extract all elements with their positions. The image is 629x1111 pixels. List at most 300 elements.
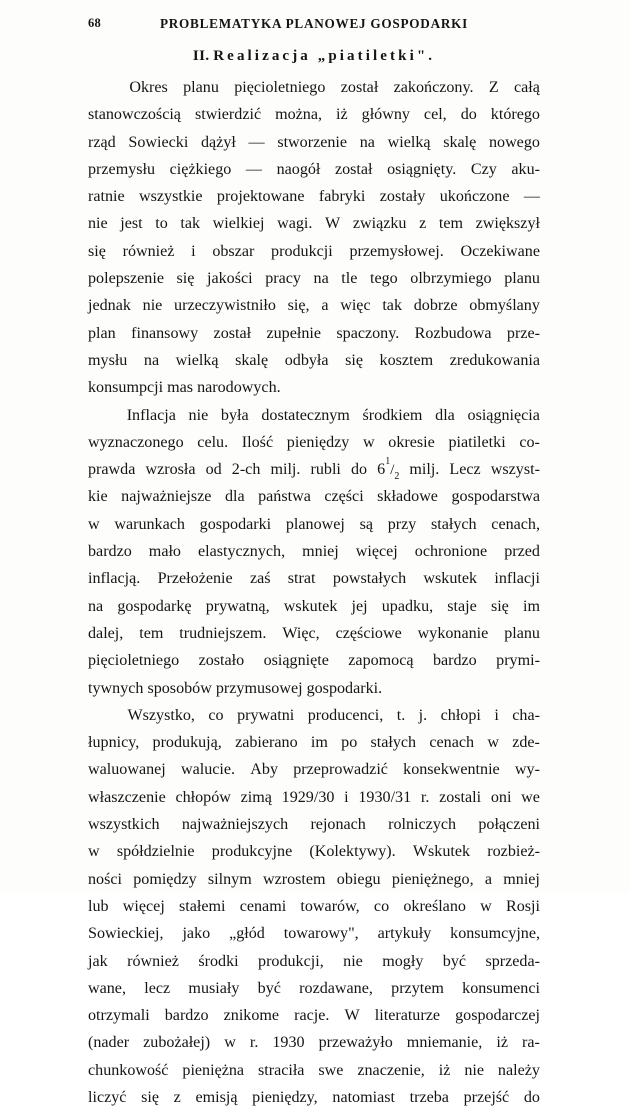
word: cenami <box>239 897 287 915</box>
word: planowej <box>285 515 345 533</box>
text-line <box>88 920 540 947</box>
paragraph <box>88 402 540 702</box>
word: lecz <box>144 979 171 997</box>
word: iż <box>336 106 348 124</box>
word: produkcji <box>271 242 333 260</box>
word: gospodarstwa <box>451 488 540 506</box>
text-line <box>88 320 540 347</box>
word: Sowiecki <box>128 133 189 151</box>
word: w <box>224 1034 236 1052</box>
word: obmyślany <box>469 297 540 315</box>
text-line <box>88 402 540 429</box>
paragraph-indent <box>88 74 114 101</box>
word: jest <box>120 215 143 233</box>
word: upadku, <box>381 597 434 615</box>
word: nie <box>88 215 108 233</box>
word: cenach <box>429 734 475 752</box>
word: do <box>460 106 477 124</box>
word: dla <box>224 488 245 506</box>
paragraph <box>88 702 540 1111</box>
word: wyznaczonego <box>88 433 184 451</box>
word: walucie. <box>180 761 236 779</box>
word: najważniejsze <box>121 488 212 506</box>
text-line <box>88 565 540 592</box>
word: oni <box>490 788 512 806</box>
word: mysłu <box>88 351 128 369</box>
word: rozbież- <box>487 843 540 861</box>
word: prywatni <box>237 706 295 724</box>
word: dostatecznym <box>261 406 350 424</box>
text-line <box>88 866 540 893</box>
word: został <box>340 79 379 96</box>
word: zostało <box>198 652 245 670</box>
word: inflacją. <box>88 570 141 588</box>
word: którego <box>490 106 540 124</box>
body-text-block <box>88 74 540 1111</box>
text-line: konsumpcji mas narodowych. <box>88 379 281 397</box>
word: — <box>245 160 262 178</box>
word: i <box>191 242 196 260</box>
word: jako <box>182 925 211 943</box>
word: Wskutek <box>412 843 471 861</box>
word: emisją <box>195 1088 238 1106</box>
word: wy- <box>514 761 540 779</box>
text-line <box>88 1029 540 1056</box>
text-line <box>88 1002 540 1029</box>
word: prywatną, <box>205 597 270 615</box>
word: t. <box>396 706 406 724</box>
word: milj. <box>270 461 301 479</box>
word: pięcioletniego <box>234 79 326 96</box>
text-line <box>88 784 540 811</box>
word: określano <box>403 897 466 915</box>
word: natomiast <box>332 1088 395 1106</box>
word: iż <box>496 1034 508 1052</box>
word: został <box>334 160 373 178</box>
word: zredukowania <box>449 351 540 369</box>
word: dążył <box>200 133 236 151</box>
text-line <box>88 292 540 319</box>
word: od <box>205 461 222 479</box>
word: r. <box>249 1034 259 1052</box>
word: tem <box>139 624 164 642</box>
word: połączeni <box>478 816 540 834</box>
word: rozdawane, <box>299 979 373 997</box>
word: skalę <box>443 133 477 151</box>
word: zostały <box>379 188 426 206</box>
word: chłopów <box>175 788 231 806</box>
word: również <box>122 242 175 260</box>
word: dla <box>435 406 455 424</box>
word: 1930 <box>272 1034 305 1052</box>
word: pieniędzy <box>286 433 350 451</box>
word: się, <box>287 297 310 315</box>
text-line <box>88 811 540 838</box>
word: literaturze <box>374 1007 441 1025</box>
word: wane, <box>88 979 126 997</box>
word: z <box>419 215 427 233</box>
word: wszystkich <box>88 816 160 834</box>
word: W <box>344 1007 360 1025</box>
word: prze- <box>506 324 540 342</box>
word: ochronione <box>414 543 488 561</box>
word: mniej <box>503 870 540 888</box>
word: waluowanej <box>88 761 166 779</box>
text-line <box>88 129 540 156</box>
word: przemysłowej. <box>349 242 444 260</box>
text-line <box>88 265 540 292</box>
word: cha- <box>512 706 540 724</box>
word: jednak <box>88 297 131 315</box>
word: konsumcyjne, <box>450 925 540 943</box>
word: producenci, <box>307 706 384 724</box>
word: skalę <box>235 351 269 369</box>
text-line <box>88 620 540 647</box>
word: stałemi <box>179 897 226 915</box>
word: otrzymali <box>88 1007 150 1025</box>
word: inflacji <box>494 570 540 588</box>
word: na <box>143 351 160 369</box>
word: polepszenie <box>88 270 164 288</box>
word: staje <box>447 597 477 615</box>
word: bardzo <box>432 652 477 670</box>
word: nie <box>343 952 363 970</box>
word: związku <box>352 215 407 233</box>
text-line <box>88 156 540 183</box>
word: silnym <box>207 870 252 888</box>
text-line <box>88 702 540 729</box>
word: całą <box>514 79 540 96</box>
word: pięcioletniego <box>88 652 180 670</box>
word: stałych <box>370 734 417 752</box>
word: się <box>345 351 363 369</box>
word: osiągnięty. <box>387 160 457 178</box>
word: w <box>487 734 499 752</box>
word: Sowieckiej, <box>88 925 164 943</box>
word: a <box>321 297 329 315</box>
word: osiągnięte <box>263 652 329 670</box>
word: na <box>88 597 104 615</box>
word: pracy <box>265 270 301 288</box>
word: więcej <box>355 543 398 561</box>
word: ratnie <box>88 188 125 206</box>
word: wielką <box>175 351 219 369</box>
word: celu. <box>197 433 229 451</box>
word: konsumenci <box>462 979 540 997</box>
word: liczyć <box>88 1088 127 1106</box>
word: również <box>127 952 179 970</box>
word: gospodarki <box>199 515 272 533</box>
word: przeważyło <box>318 1034 393 1052</box>
word: łupnicy, <box>88 734 140 752</box>
word: Inflacja <box>126 406 176 424</box>
word: elastycznych, <box>197 543 286 561</box>
text-line <box>88 456 540 483</box>
word: wskutek <box>283 597 338 615</box>
word: wszyst- <box>490 461 540 479</box>
paragraph-indent <box>88 702 114 729</box>
word: tem <box>438 215 463 233</box>
word: stworzenie <box>277 133 348 151</box>
word: właszczenie <box>88 788 166 806</box>
word: a <box>484 870 493 888</box>
text-line <box>88 511 540 538</box>
running-head <box>88 16 540 34</box>
word: środki <box>198 952 239 970</box>
word: planu <box>183 79 219 96</box>
paragraph <box>88 74 540 402</box>
word: zabierano <box>235 734 298 752</box>
word: j. <box>418 706 428 724</box>
word: przytem <box>391 979 444 997</box>
word: obiegu <box>336 870 381 888</box>
word: są <box>359 515 373 533</box>
word: mniej <box>302 543 339 561</box>
word: finansowy <box>131 324 199 342</box>
text-line <box>88 647 540 674</box>
word: można, <box>275 106 323 124</box>
word: stanowczością <box>88 106 181 124</box>
word: nie <box>142 297 163 315</box>
word: milj. <box>409 461 440 479</box>
word: ciężkiego <box>169 160 232 178</box>
word: Ilość <box>241 433 274 451</box>
word: Czy <box>470 160 497 178</box>
word: bardzo <box>88 543 132 561</box>
word: więc <box>340 297 371 315</box>
word: (nader <box>88 1034 130 1052</box>
word: straciła <box>257 1061 305 1079</box>
text-line <box>88 838 540 865</box>
text-line <box>88 1084 540 1111</box>
word: po <box>341 734 358 752</box>
word: Lecz <box>449 461 481 479</box>
word: stwierdzić <box>194 106 262 124</box>
text-line <box>88 975 540 1002</box>
word: naogół <box>276 160 321 178</box>
word: chunkowość <box>88 1061 169 1079</box>
word: Okres <box>129 79 168 96</box>
word: wskutek <box>423 570 478 588</box>
text-line <box>88 210 540 237</box>
word: W <box>325 215 341 233</box>
word: nie <box>464 1061 484 1079</box>
word: musiały <box>188 979 240 997</box>
word: — <box>248 133 265 151</box>
word: kosztem <box>379 351 434 369</box>
word: się <box>88 242 106 260</box>
word: (Kolektywy). <box>309 843 396 861</box>
word: co <box>208 706 224 724</box>
word: do <box>523 1088 540 1106</box>
word: się <box>141 1088 159 1106</box>
word: prawda <box>88 461 136 479</box>
word: znikome <box>223 1007 280 1025</box>
word: przemysłu <box>88 160 156 178</box>
word: Oczekiwane <box>460 242 540 260</box>
word: pieniężna <box>182 1061 245 1079</box>
word: osiągnięcia <box>467 406 540 424</box>
word: iż <box>438 1061 451 1079</box>
word: plan <box>88 324 116 342</box>
word: wzrostem <box>262 870 326 888</box>
word: projektowane <box>216 188 305 206</box>
text-line <box>88 238 540 265</box>
word: była <box>220 406 249 424</box>
word: strat <box>287 570 316 588</box>
text-line: tywnych sposobów przymusowej gospodarki. <box>88 679 383 697</box>
word: przeprowadzić <box>293 761 388 779</box>
word: ukończone <box>439 188 510 206</box>
word: nowego <box>488 133 540 151</box>
word: Rosji <box>505 897 540 915</box>
word: tle <box>341 270 358 288</box>
word: główny <box>361 106 410 124</box>
word: — <box>523 188 540 206</box>
word: przed <box>504 543 540 561</box>
word: sprzeda- <box>485 952 540 970</box>
word: pomiędzy <box>133 870 197 888</box>
word: nie <box>188 406 209 424</box>
word: obszar <box>212 242 255 260</box>
word: tak <box>180 215 201 233</box>
word: co- <box>519 433 540 451</box>
text-line <box>88 183 540 210</box>
word: stałych <box>431 515 477 533</box>
fraction-six-and-a-half: $6^1/_2$ <box>377 455 400 483</box>
word: cenach, <box>491 515 540 533</box>
word: jej <box>351 597 368 615</box>
text-line <box>88 74 540 101</box>
paragraph-indent <box>88 402 114 429</box>
word: wielkiej <box>212 215 265 233</box>
word: rolniczych <box>388 816 457 834</box>
text-line <box>88 756 540 783</box>
word: przy <box>387 515 417 533</box>
word: pieniędzy, <box>252 1088 318 1106</box>
word: do <box>350 461 368 479</box>
word: trudniejszem. <box>179 624 267 642</box>
text-line <box>88 593 540 620</box>
word: jak <box>88 952 108 970</box>
word: w <box>363 433 375 451</box>
word: produkcyjne <box>211 843 293 861</box>
word: towarowy", <box>283 925 359 943</box>
word: na <box>359 133 375 151</box>
word: ra- <box>522 1034 540 1052</box>
word: urzeczywistniło <box>174 297 276 315</box>
word: chłopi <box>440 706 481 724</box>
word: im <box>522 597 540 615</box>
word: być <box>257 979 281 997</box>
word: kie <box>88 488 108 506</box>
word: cel, <box>423 106 447 124</box>
word: im <box>310 734 328 752</box>
word: zimą <box>240 788 272 806</box>
section-number: II. <box>192 48 210 64</box>
word: na <box>313 270 329 288</box>
word: piatiletki <box>448 433 506 451</box>
word: we <box>521 788 540 806</box>
word: 2-ch <box>231 461 261 479</box>
word: należy <box>497 1061 540 1079</box>
text-line <box>88 483 540 510</box>
word: więcej <box>122 897 165 915</box>
page-number: 68 <box>88 16 101 30</box>
word: wszystkie <box>139 188 203 206</box>
word: lub <box>88 897 109 915</box>
word: zostali <box>439 788 482 806</box>
word: Wszystko, <box>127 706 195 724</box>
word: rejonach <box>310 816 366 834</box>
word: ności <box>88 870 122 888</box>
text-line <box>88 429 540 456</box>
word: się <box>490 597 509 615</box>
word: i <box>494 706 499 724</box>
section-title: Realizacja „piatiletki". <box>213 48 436 64</box>
word: dobrze <box>413 297 458 315</box>
word: aku- <box>511 160 540 178</box>
word: co <box>373 897 390 915</box>
word: okresie <box>388 433 435 451</box>
word: to <box>155 215 168 233</box>
text-line <box>88 101 540 128</box>
word: środkiem <box>362 406 423 424</box>
word: w <box>88 515 100 533</box>
word: mogły <box>382 952 424 970</box>
word: produkcji, <box>258 952 324 970</box>
word: tak <box>382 297 402 315</box>
word: w <box>88 843 100 861</box>
word: został <box>213 324 252 342</box>
word: odbyła <box>284 351 329 369</box>
word: planu <box>504 624 540 642</box>
word: warunkach <box>114 515 185 533</box>
word: być <box>442 952 467 970</box>
word: tego <box>369 270 398 288</box>
word: 1929/30 <box>281 788 335 806</box>
word: zaś <box>249 570 271 588</box>
word: się <box>176 270 195 288</box>
text-line <box>88 948 540 975</box>
word: rubli <box>310 461 341 479</box>
word: pieniężnego, <box>391 870 474 888</box>
word: wagi. <box>277 215 313 233</box>
word: „głód <box>229 925 265 943</box>
word: powstałych <box>332 570 407 588</box>
word: wzrosła <box>145 461 196 479</box>
word: Więc, <box>282 624 320 642</box>
word: swe <box>318 1061 344 1079</box>
word: zapomocą <box>348 652 414 670</box>
word: planu <box>504 270 540 288</box>
text-line <box>88 893 540 920</box>
word: mniemanie, <box>406 1034 483 1052</box>
word: prymi- <box>496 652 540 670</box>
word: gospodarczej <box>455 1007 540 1025</box>
word: państwa <box>258 488 311 506</box>
word: mało <box>148 543 181 561</box>
running-head-title: PROBLEMATYKA PLANOWEJ GOSPODARKI <box>159 16 469 31</box>
word: z <box>173 1088 181 1106</box>
section-heading <box>88 48 540 65</box>
word: najważniejszych <box>181 816 289 834</box>
word: fabryki <box>318 188 366 206</box>
word: artykuły <box>377 925 432 943</box>
word: trzeba <box>409 1088 449 1106</box>
word: części <box>324 488 364 506</box>
word: Z <box>488 79 499 96</box>
